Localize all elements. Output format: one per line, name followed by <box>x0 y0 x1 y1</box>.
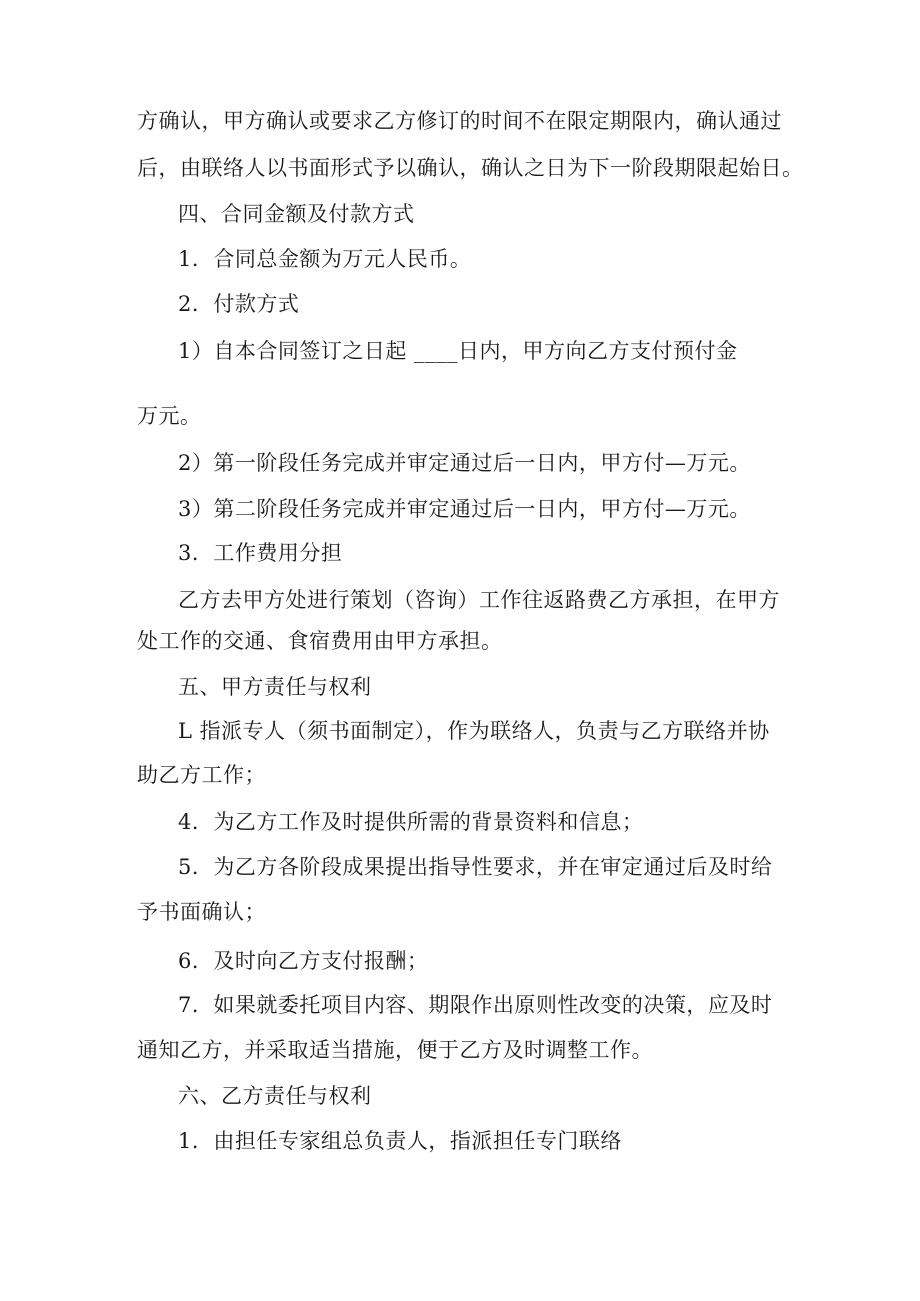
text-line: 2．付款方式 <box>178 292 300 316</box>
text-line: 1）自本合同签订之日起 ____日内，甲方向乙方支付预付金 <box>178 339 738 363</box>
text-line: 后，由联络人以书面形式予以确认，确认之日为下一阶段期限起始日。 <box>137 156 804 180</box>
text-line: 1．由担任专家组总负责人，指派担任专门联络 <box>178 1129 622 1153</box>
text-line: 乙方去甲方处进行策划（咨询）工作往返路费乙方承担，在甲方 <box>178 588 780 612</box>
text-line: 方确认，甲方确认或要求乙方修订的时间不在限定期限内，确认通过 <box>137 109 782 133</box>
section-heading: 五、甲方责任与权利 <box>178 675 372 699</box>
text-line: 4．为乙方工作及时提供所需的背景资料和信息； <box>178 810 644 834</box>
text-line: 7．如果就委托项目内容、期限作出原则性改变的决策，应及时 <box>178 993 773 1017</box>
text-line: 通知乙方，并采取适当措施，便于乙方及时调整工作。 <box>137 1038 653 1062</box>
text-line: 万元。 <box>137 404 202 428</box>
text-line: 3．工作费用分担 <box>178 541 343 565</box>
text-line: 予书面确认； <box>137 900 266 924</box>
text-line: 6．及时向乙方支付报酬； <box>178 949 429 973</box>
section-heading: 四、合同金额及付款方式 <box>178 202 415 226</box>
text-line: 2）第一阶段任务完成并审定通过后一日内，甲方付—万元。 <box>178 451 751 475</box>
text-line: 3）第二阶段任务完成并审定通过后一日内，甲方付—万元。 <box>178 497 751 521</box>
text-line: L 指派专人（须书面制定），作为联络人，负责与乙方联络并协 <box>178 719 770 743</box>
text-line: 助乙方工作； <box>137 763 266 787</box>
text-line: 处工作的交通、食宿费用由甲方承担。 <box>137 629 503 653</box>
section-heading: 六、乙方责任与权利 <box>178 1084 372 1108</box>
text-line: 5．为乙方各阶段成果提出指导性要求，并在审定通过后及时给 <box>178 855 773 879</box>
text-line: 1．合同总金额为万元人民币。 <box>178 247 472 271</box>
